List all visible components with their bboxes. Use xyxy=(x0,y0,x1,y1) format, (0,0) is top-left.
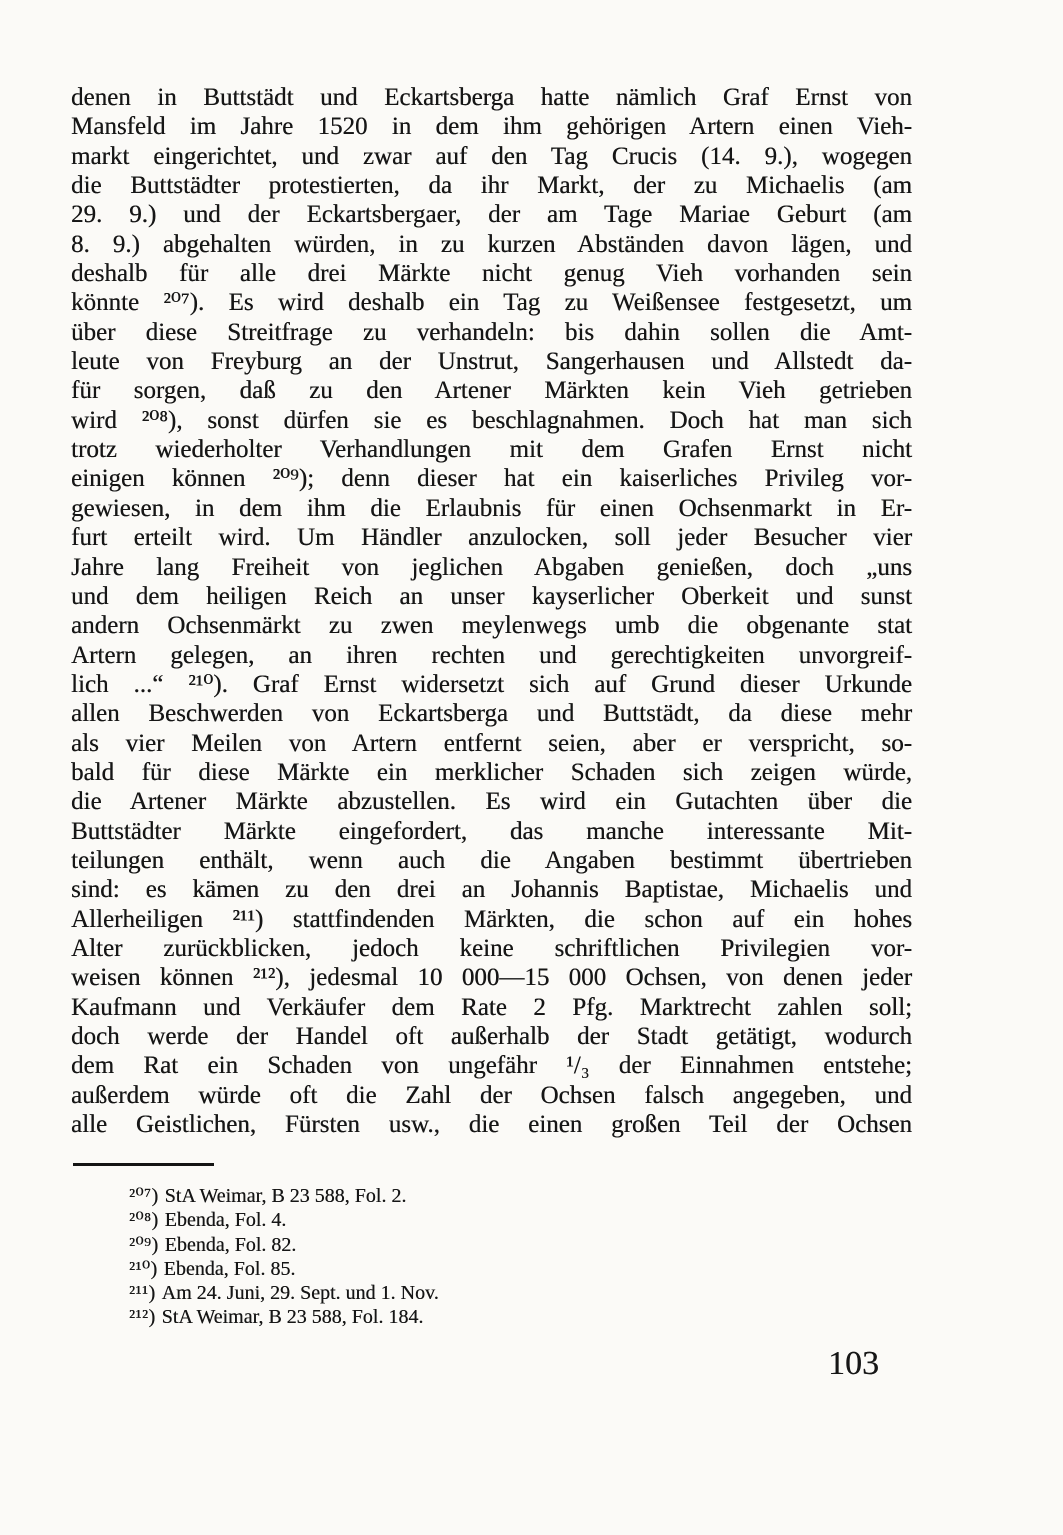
text-line: dem Rat ein Schaden von ungefähr ¹/₃ der Einnahmen entstehe; xyxy=(71,1052,912,1080)
footnote-separator-rule xyxy=(73,1163,214,1166)
text-line: sind: es kämen zu den drei an Johannis Baptistae, Michaelis und xyxy=(71,876,912,904)
text-line: Mansfeld im Jahre 1520 in dem ihm gehörigen Artern einen Vieh- xyxy=(71,113,912,141)
text-line: Artern gelegen, an ihren rechten und gerechtigkeiten unvorgreif- xyxy=(71,641,912,669)
footnote-text: Ebenda, Fol. 82. xyxy=(164,1233,297,1256)
text-line: bald für diese Märkte ein merklicher Schaden sich zeigen würde, xyxy=(71,758,912,786)
footnote-text: Ebenda, Fol. 85. xyxy=(163,1257,296,1280)
text-line: über diese Streitfrage zu verhandeln: bis dahin sollen die Amt- xyxy=(71,318,912,346)
footnote-item xyxy=(71,1184,912,1208)
footnote-text: Am 24. Juni, 29. Sept. und 1. Nov. xyxy=(161,1282,439,1305)
text-line: wird ²⁰⁸), sonst dürfen sie es beschlagnahmen. Doch hat man sich xyxy=(71,406,912,434)
text-line: denen in Buttstädt und Eckartsberga hatte nämlich Graf Ernst von xyxy=(71,84,912,111)
footnotes xyxy=(71,1184,912,1330)
footnote-text: Ebenda, Fol. 4. xyxy=(164,1209,287,1232)
text-line: lich ...“ ²¹⁰). Graf Ernst widersetzt sich auf Grund dieser Urkunde xyxy=(71,670,912,698)
text-line: deshalb für alle drei Märkte nicht genug Vieh vorhanden sein xyxy=(71,260,912,288)
text-line: Kaufmann und Verkäufer dem Rate 2 Pfg. Marktrecht zahlen soll; xyxy=(71,993,912,1021)
text-line: alle Geistlichen, Fürsten usw., die einen großen Teil der Ochsen xyxy=(71,1111,912,1139)
text-line: trotz wiederholter Verhandlungen mit dem Grafen Ernst nicht xyxy=(71,436,912,464)
text-line: Alter zurückblicken, jedoch keine schriftlichen Privilegien vor- xyxy=(71,934,912,962)
footnote-item xyxy=(71,1257,912,1281)
text-line: die Buttstädter protestierten, da ihr Markt, der zu Michaelis (am xyxy=(71,172,912,200)
text-line: allen Beschwerden von Eckartsberga und Buttstädt, da diese mehr xyxy=(71,700,912,728)
text-line: könnte ²⁰⁷). Es wird deshalb ein Tag zu Weißensee festgesetzt, um xyxy=(71,289,912,317)
text-line: Jahre lang Freiheit von jeglichen Abgaben genießen, doch „uns xyxy=(71,553,912,581)
text-line: furt erteilt wird. Um Händler anzulocken, soll jeder Besucher vier xyxy=(71,524,912,552)
text-line: die Artener Märkte abzustellen. Es wird ein Gutachten über die xyxy=(71,788,912,816)
text-line: andern Ochsenmärkt zu zwen meylenwegs umb die obgenante stat xyxy=(71,612,912,640)
text-line: als vier Meilen von Artern entfernt seien, aber er verspricht, so- xyxy=(71,729,912,757)
footnote-text: StA Weimar, B 23 588, Fol. 2. xyxy=(164,1185,407,1207)
footnote-item xyxy=(71,1233,912,1257)
footnote-marker: ²¹⁰) xyxy=(129,1257,158,1280)
footnote-marker: ²⁰⁷) xyxy=(129,1185,159,1207)
footnote-marker: ²¹¹) xyxy=(129,1282,156,1305)
text-line: 29. 9.) und der Eckartsbergaer, der am Tage Mariae Geburt (am xyxy=(71,201,912,229)
text-line: für sorgen, daß zu den Artener Märkten kein Vieh getrieben xyxy=(71,377,912,405)
footnote-text: StA Weimar, B 23 588, Fol. 184. xyxy=(161,1306,424,1329)
text-line: doch werde der Handel oft außerhalb der Stadt getätigt, wodurch xyxy=(71,1023,912,1050)
text-line: einigen können ²⁰⁹); denn dieser hat ein kaiserliches Privileg vor- xyxy=(71,465,912,493)
footnote-item xyxy=(71,1305,912,1329)
text-line: außerdem würde oft die Zahl der Ochsen falsch angegeben, und xyxy=(71,1081,912,1109)
page-number: 103 xyxy=(828,1345,879,1382)
text-line: teilungen enthält, wenn auch die Angaben bestimmt übertrieben xyxy=(71,846,912,874)
text-line: 8. 9.) abgehalten würden, in zu kurzen Abständen davon lägen, und xyxy=(71,230,912,258)
footnote-marker: ²¹²) xyxy=(129,1306,156,1329)
text-line: markt eingerichtet, und zwar auf den Tag Crucis (14. 9.), wogegen xyxy=(71,142,912,170)
footnote-marker: ²⁰⁹) xyxy=(129,1233,159,1256)
text-line: Buttstädter Märkte eingefordert, das manche interessante Mit- xyxy=(71,817,912,845)
text-line: gewiesen, in dem ihm die Erlaubnis für einen Ochsenmarkt in Er- xyxy=(71,494,912,522)
body-text xyxy=(71,83,912,1139)
footnote-marker: ²⁰⁸) xyxy=(129,1209,159,1232)
text-line: Allerheiligen ²¹¹) stattfindenden Märkten, die schon auf ein hohes xyxy=(71,905,912,933)
footnote-item xyxy=(71,1208,912,1232)
text-line: leute von Freyburg an der Unstrut, Sangerhausen und Allstedt da- xyxy=(71,348,912,376)
footnote-item xyxy=(71,1281,912,1305)
text-line: und dem heiligen Reich an unser kayserlicher Oberkeit und sunst xyxy=(71,582,912,610)
text-line: weisen können ²¹²), jedesmal 10 000—15 000 Ochsen, von denen jeder xyxy=(71,964,912,992)
